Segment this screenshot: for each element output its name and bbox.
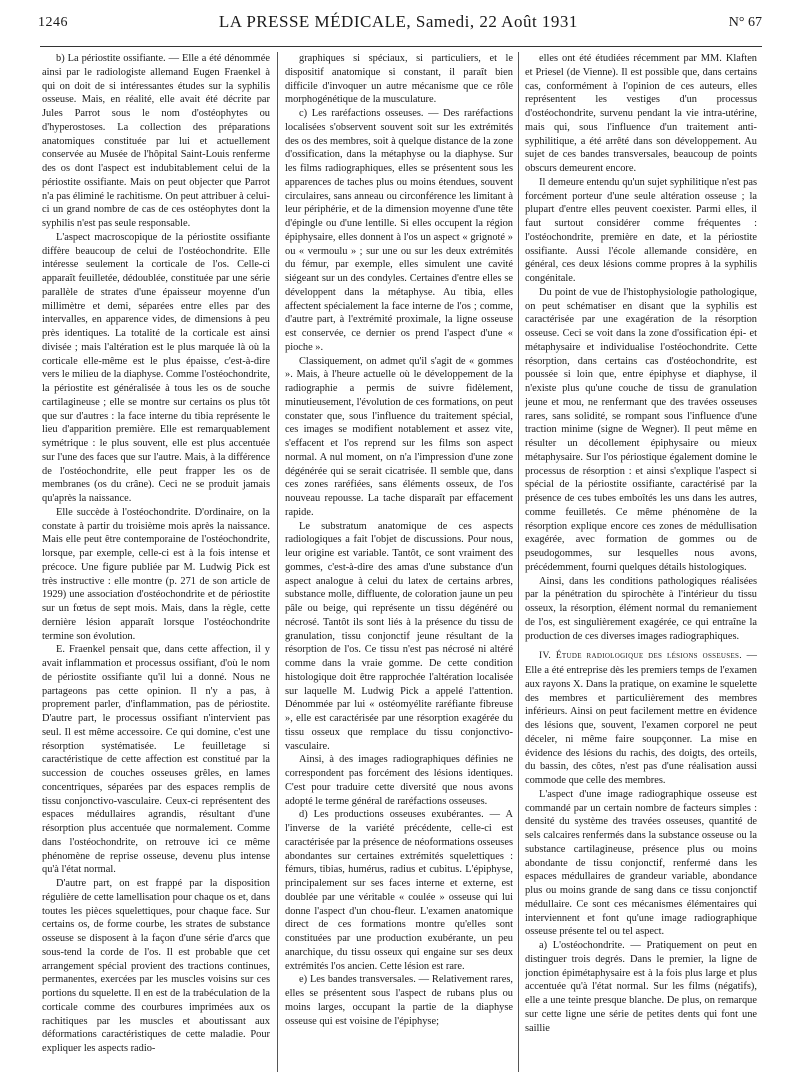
paragraph: Il demeure entendu qu'un sujet syphilitique n'est pas forcément porteur d'une seule altération osseuse ; la plupart d'entre elles peuvent coexister. Parmi elles, il faut surtout considérer comme fréquentes : l'ostéochondrite, première en date, et la périostite ossifiante. Aussi l'école allemande considère, en général, ces deux lésions comme propres à la syphilis congénitale.: [525, 176, 757, 284]
column-divider: [277, 52, 278, 1072]
paragraph: D'autre part, on est frappé par la disposition régulière de cette lamellisation pour chaque os et, dans toutes les pièces squelettiques, pour chaque face. Sur certains os, de forme courbe, les strates de substance osseuse se disposent à la façon d'une série d'arcs que sous-tend la corde de l'os. Il est probable que cet arrangement spécial provient des tractions continues, permanentes, exercées par les muscles voisins sur ces portions du squelette. Il en est de la trabéculation de la corticale comme des courbures imprimées aux os rachitiques par les muscles et aboutissant aux déformations caractéristiques de cette maladie. Pour expliquer les aspects radio-: [42, 878, 270, 1054]
paragraph: Ainsi, à des images radiographiques définies ne correspondent pas forcément des lésions identiques. C'est pour traduire cette diversité que nous avons adopté le terme général de raréfactions osseuses.: [285, 754, 513, 807]
column-divider: [518, 52, 519, 1072]
paragraph: Ainsi, dans les conditions pathologiques réalisées par la pénétration du spirochète à l'intérieur du tissu osseux, la résorption, élément normal du remaniement de l'os, est singulièrement exagérée, ce qui entraîne la production de ces diverses images radiographiques.: [525, 575, 757, 642]
column-3: [525, 52, 757, 1074]
paragraph: Le substratum anatomique de ces aspects radiologiques a fait l'objet de discussions. Pour nous, leur origine est variable. Tantôt, ce sont vraiment des gommes, c'est-à-dire des amas d'une substance d'un aspect analogue à celui du latex de certains arbres, substance molle, diffluente, de coloration jaune un peu pâle ou beige, qui représente un tissu dégénéré ou nécrosé. Tantôt ils sont liés à la présence du tissu de granulation, tissu conjonctif jeune résultant de la résorption de l'os. Ce tissu n'est pas nécrosé ni altéré comme dans la vraie gomme. De cette condition histologique doit être rapprochée l'altération localisée sur laquelle M. Ludwig Pick a appelé l'attention. Dénommée par lui « ostéomyélite raréfiante fibreuse », elle est caractérisée par une résorption exagérée du tissu osseux que remplace du tissu conjonctivo-vasculaire.: [285, 520, 513, 752]
column-1: [42, 52, 270, 1074]
header-rule: [40, 46, 762, 47]
paragraph: L'aspect macroscopique de la périostite ossifiante diffère beaucoup de celui de l'ostéochondrite. Elle intéresse seulement la corticale de l'os. Celle-ci apparaît feuilletée, dédoublée, constituée par une série parallèle de strates d'une épaisseur moyenne d'un millimètre et demi, séparées entre elles par des intervalles, en apparence vides, de dimensions à peu près identiques. La totalité de la corticale est ainsi divisée ; mais l'altération est le plus marquée là où la corticale elle-même est le plus épaisse, c'est-à-dire vers le milieu de la diaphyse. Comme l'ostéochondrite, la périostite est généralisée à tous les os de souche cartilagineuse ; elle se montre sur certains os plus tôt que sur d'autres : la face interne du tibia représente le lieu d'apparition première. Elle est remarquablement symétrique : le plus souvent, elle est plus accentuée sur l'une des faces que sur l'autre. Mais, à la différence de l'ostéochondrite, elle peut frapper les os de membranes (os du crâne). Ceci ne se produit jamais qu'après la naissance.: [42, 231, 270, 504]
paragraph: graphiques si spéciaux, si particuliers, et le dispositif anatomique si constant, il paraît bien difficile d'invoquer un autre mécanisme que ce rôle morphogénétique de la musculature.: [285, 53, 513, 106]
issue-number: N° 67: [728, 15, 762, 30]
paragraph: Du point de vue de l'histophysiologie pathologique, on peut schématiser en disant que la syphilis est caractérisée par une exagération de la résorption osseuse. Ceci se voit dans la zone d'ossification épi- et métaphysaire et individualise l'ostéochondrite. Cette résorption, dans certains cas d'ostéochondrite, est poussée si loin que, entre épiphyse et diaphyse, il n'existe plus qu'une couche de tissu de granulation jeune et mou, ne renfermant que des travées osseuses rares, sans solidité, se rompant sous l'influence d'une traction minime (signe de Wegner). Il peut même en résulter un décollement épiphysaire ou mieux métaphysaire. Sur l'os périostique également domine le processus de résorption : et ainsi s'explique l'aspect si spécial de la périostite ossifiante, caractérisé par la présence de ces tubes emboîtés les uns dans les autres, comme feuilletés. Ce même phénomène de la résorption explique encore ces zones de médullisation exagérée, avec formation de gommes ou de pseudogommes, sur lesquelles nous avons, précédemment, fourni quelques détails histologiques.: [525, 286, 757, 573]
section-intro: — Elle a été entreprise dès les premiers temps de l'examen aux rayons X. Dans la pratique, on examine le squelette des membres et particulièrement des membres inférieurs. Ainsi on peut facilement mettre en évidence des lésions que, souvent, l'examen corporel ne peut déceler, ni même faire soupçonner. La mise en évidence des lésions du rachis, des doigts, des orteils, du bassin, des côtes, n'est pas d'une réalisation aussi commode que celle des membres.: [525, 650, 757, 786]
section-heading: [525, 649, 757, 788]
paragraph: e) Les bandes transversales. — Relativement rares, elles se présentent sous l'aspect de rubans plus ou moins larges, occupant la partie de la diaphyse osseuse qui est voisine de l'épiphyse;: [285, 974, 513, 1027]
paragraph: elles ont été étudiées récemment par MM. Klaften et Priesel (de Vienne). Il est possible que, dans certains cas, conformément à l'opinion de ces auteurs, elles représentent les vestiges d'un processus d'ostéochondrite, survenu pendant la vie intra-utérine, mais qui, sous l'influence d'un traitement anti-syphilitique, a été arrêté dans son développement. Au sujet de ces bandes transversales, beaucoup de points obscurs demeurent encore.: [525, 53, 757, 174]
journal-title: LA PRESSE MÉDICALE, Samedi, 22 Août 1931: [218, 12, 578, 31]
paragraph: a) L'ostéochondrite. — Pratiquement on peut en distinguer trois degrés. Dans le premier, la ligne de jonction épimétaphysaire est à la fois plus large et plus accentuée qu'à l'état normal. Sur les films (négatifs), elle a une teinte presque blanche. De plus, on remarque sur cette ligne une série de petites dents qui font une saillie: [525, 940, 757, 1034]
page-number: 1246: [38, 15, 68, 30]
paragraph: L'aspect d'une image radiographique osseuse est commandé par un certain nombre de facteurs simples : densité du système des travées osseuses, quantité de sels calcaires renfermés dans la substance osseuse ou la substance cartilagineuse, présence plus ou moins abondante de tissu conjonctif, renfermé dans les espaces médullaires de grandeur variable, abondance plus ou moins grande de sang dans ce tissu conjonctif médullaire. Ce sont ces mécanismes élémentaires qui interviennent et font qu'une image radiographique osseuse présente tel ou tel aspect.: [525, 788, 757, 938]
paragraph: d) Les productions osseuses exubérantes. — A l'inverse de la variété précédente, celle-ci est caractérisée par la présence de néoformations osseuses abondantes sur certaines extrémités squelettiques : fémurs, tibias, humérus, radius et cubitus. L'épiphyse, principalement sur ses faces interne et externe, est doublée par une véritable « coulée » osseuse qui lui donne l'aspect d'un chou-fleur. L'examen anatomique direct de ces formations montre qu'elles sont constituées par une production exubérante, un peu anarchique, du tissu osseux qui engaine sur ses deux extrémités l'os ancien. Cette lésion est rare.: [285, 809, 513, 972]
page-header: [38, 10, 762, 40]
section-title: IV. Étude radiologique des lésions osseuses.: [539, 651, 742, 662]
paragraph: E. Fraenkel pensait que, dans cette affection, il y avait inflammation et processus ossifiant, d'où le nom de périostite ossifiante qu'il lui a donné. Nous ne partageons pas cette opinion. Il n'y a pas, à proprement parler, d'inflammation, pas de périostite. D'autre part, le processus ossifiant n'intervient pas seul. Il est même accessoire. Ce qui domine, c'est une résorption systématisée. Le feuilletage si caractéristique de cette affection est constitué par la succession de couches osseuses grêles, en lames concentriques, séparées par des espaces remplis de tissu conjonctivo-vasculaire. Ceux-ci représentent des espaces médullaires agrandis, résultant d'une résorption plus accentuée que normalement. Comme dans l'ostéochondrite, on retrouve ici ce même phénomène de reprise osseuse, devenu plus intense qu'à l'état normal.: [42, 644, 270, 876]
paragraph: c) Les raréfactions osseuses. — Des raréfactions localisées s'observent souvent soit sur les extrémités des os des membres, soit à quelque distance de la zone d'ossification, dans la métaphyse ou la diaphyse. Sur les films radiographiques, elles se présentent sous les apparences de taches plus ou moins étendues, souvent circulaires, sans anneau ou circonférence les limitant à leur périphérie, et de la dimension moyenne d'une tête d'épingle ou d'une lentille. Si elles occupent la région épiphysaire, elles donnent à l'os un aspect « grignoté » ou « vermoulu » ; sur une ou sur les deux extrémités du fémur, par exemple, elles simulent une cavité siégeant sur un des condyles. Certaines d'entre elles se développent dans la métaphyse. Au tibia, elles affectent spécialement la face interne de l'os ; comme, d'autre part, à l'extrémité proximale, la ligne osseuse est conservée, ce dernier os prend l'aspect d'une « pioche ».: [285, 108, 513, 353]
column-2: [285, 52, 513, 1074]
paragraph: b) La périostite ossifiante. — Elle a été dénommée ainsi par le radiologiste allemand Eugen Fraenkel à qui on doit de si intéressantes études sur la syphilis osseuse. Mais, en réalité, elle avait été décrite par Jules Parrot sous le nom d'ostéophytes ou d'hyperostoses. La collection des préparations anatomiques constituée par lui et actuellement conservée au Musée de l'hôpital Saint-Louis renferme des os dont l'aspect est indubitablement celui de la périostite ossifiante. Mais on peut objecter que Parrot n'a pas éliminé le rachitisme. On peut attribuer à celui-ci un grand nombre de cas de ces ostéophytes dont la syphilis n'est pas seule responsable.: [42, 53, 270, 229]
paragraph: Elle succède à l'ostéochondrite. D'ordinaire, on la constate à partir du troisième mois après la naissance. Mais elle peut être contemporaine de l'ostéochondrite, lorsque, par exemple, celle-ci est à la fois intense et précoce. Une figure publiée par M. Ludwig Pick est très instructive : elle montre (p. 271 de son article de 1929) une association d'ostéochondrite et de périostite sur un fœtus de sept mois. Mais, dans la règle, cette dernière lésion apparaît lorsque l'ostéochondrite termine son évolution.: [42, 506, 270, 642]
paragraph: Classiquement, on admet qu'il s'agit de « gommes ». Mais, à l'heure actuelle où le développement de la radiographie a permis de suivre fidèlement, minutieusement, l'évolution de ces formations, on peut constater que, sous l'influence du traitement spécial, ces images se modifient notablement et assez vite, s'effacent et l'os reprend sur les films son aspect normal. A nul moment, on n'a l'impression d'une zone dégénérée qui se serait cicatrisée. Il semble que, dans ces zones raréfiées, sans éléments osseux, de l'os nouveau repousse. La tache disparaît par effacement rapide.: [285, 355, 513, 518]
